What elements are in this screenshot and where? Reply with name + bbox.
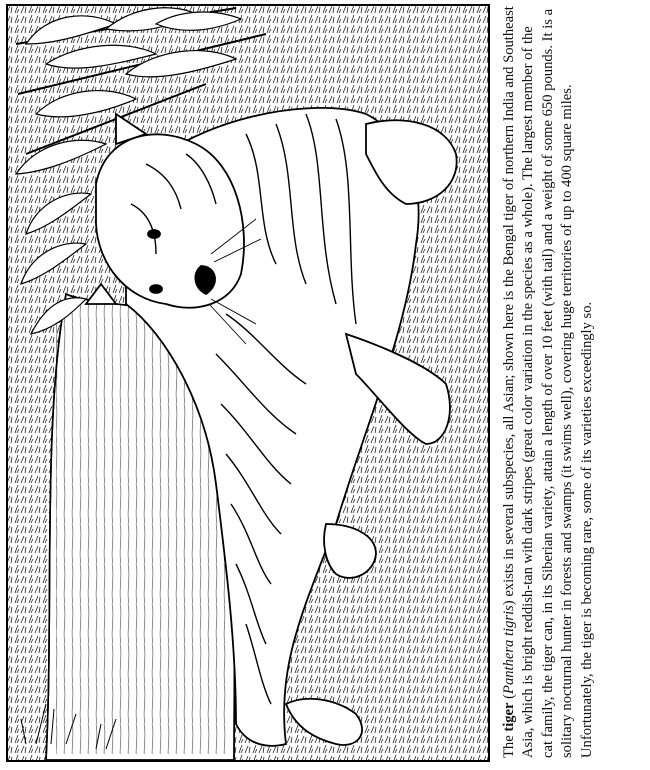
caption-paren-open: ( <box>501 693 517 703</box>
tiger-illustration <box>6 4 490 762</box>
species-scientific-name: Panthera tigris <box>501 605 517 694</box>
species-common-name: tiger <box>501 702 517 732</box>
caption-intro: The <box>501 731 517 758</box>
caption-text <box>500 6 636 758</box>
caption-body: ) exists in several subspecies, all Asian; shown here is the Bengal tiger of northern India and Southeast Asia, which is bright reddish-tan with dark stripes (great color variation in the species as a whole). The largest member of the cat family, the tiger can, in its Siberian variety, attain a length of over 10 feet (with tail) and a weight of some 650 pounds. It is a solitary nocturnal hunter in forests and swamps (it swims well), covering huge territories of up to 400 square miles. Unfortunately, the tiger is becoming rare, some of its varieties exceedingly so. <box>501 6 595 758</box>
